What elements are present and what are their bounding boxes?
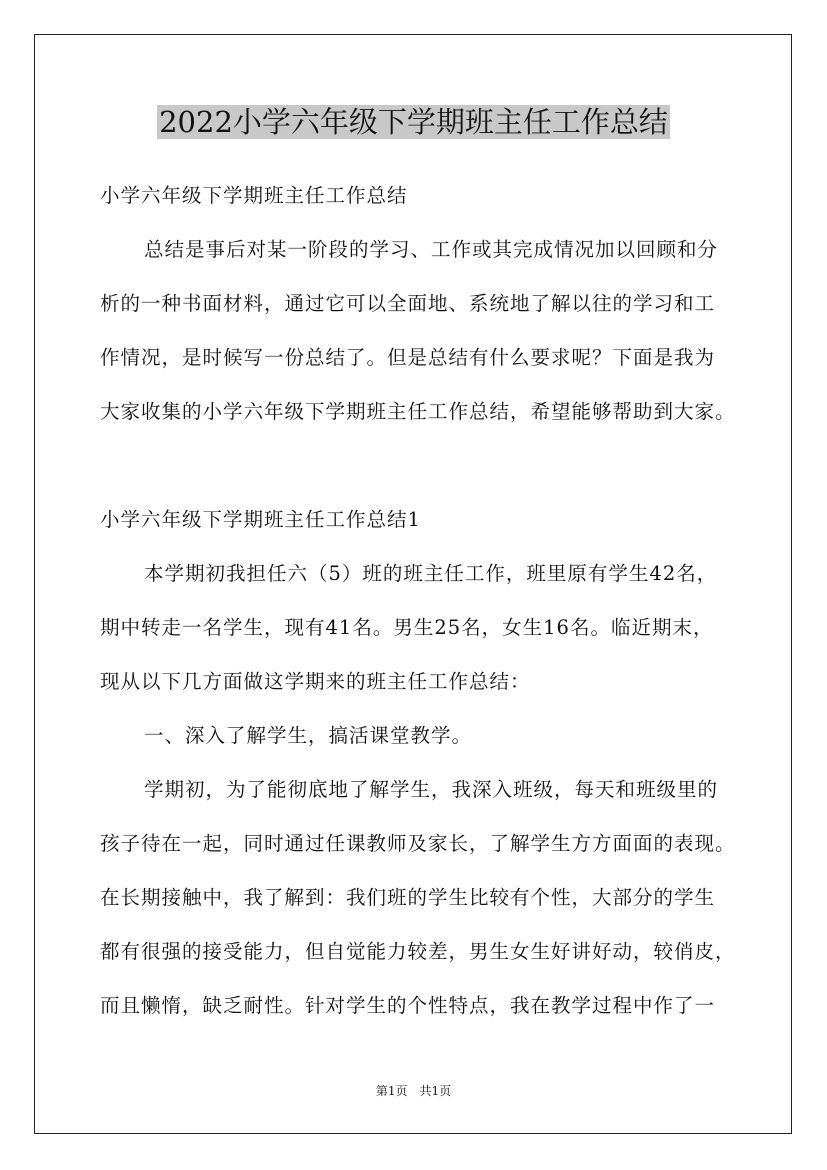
paragraph-line: 本学期初我担任六（5）班的班主任工作，班里原有学生42名，: [144, 562, 718, 585]
paragraph-line: 作情况，是时候写一份总结了。但是总结有什么要求呢？下面是我为: [100, 346, 716, 369]
paragraph-line: 在长期接触中，我了解到：我们班的学生比较有个性，大部分的学生: [100, 886, 716, 909]
paragraph-line: 大家收集的小学六年级下学期班主任工作总结，希望能够帮助到大家。: [100, 400, 736, 423]
paragraph-line: 总结是事后对某一阶段的学习、工作或其完成情况加以回顾和分: [144, 238, 719, 261]
page-number: 第1页: [375, 1084, 408, 1098]
paragraph-line: 孩子待在一起，同时通过任课教师及家长，了解学生方方面面的表现。: [100, 832, 736, 855]
page-footer: [0, 1083, 827, 1099]
page-total: 共1页: [419, 1084, 452, 1098]
paragraph-line: 期中转走一名学生，现有41名。男生25名，女生16名。临近期末，: [100, 616, 714, 639]
document-title: [0, 100, 827, 144]
subtitle-line: 小学六年级下学期班主任工作总结: [100, 184, 408, 207]
section-heading: 小学六年级下学期班主任工作总结1: [100, 508, 421, 531]
paragraph-line: 学期初，为了能彻底地了解学生，我深入班级，每天和班级里的: [144, 778, 719, 801]
document-title-text: 2022小学六年级下学期班主任工作总结: [159, 105, 668, 139]
subsection-heading: 一、深入了解学生，搞活课堂教学。: [144, 724, 473, 747]
paragraph-line: 而且懒惰，缺乏耐性。针对学生的个性特点，我在教学过程中作了一: [100, 994, 716, 1017]
paragraph-line: 现从以下几方面做这学期来的班主任工作总结：: [100, 670, 531, 693]
paragraph-line: 析的一种书面材料，通过它可以全面地、系统地了解以往的学习和工: [100, 292, 716, 315]
paragraph-line: 都有很强的接受能力，但自觉能力较差，男生女生好讲好动，较俏皮，: [100, 940, 736, 963]
